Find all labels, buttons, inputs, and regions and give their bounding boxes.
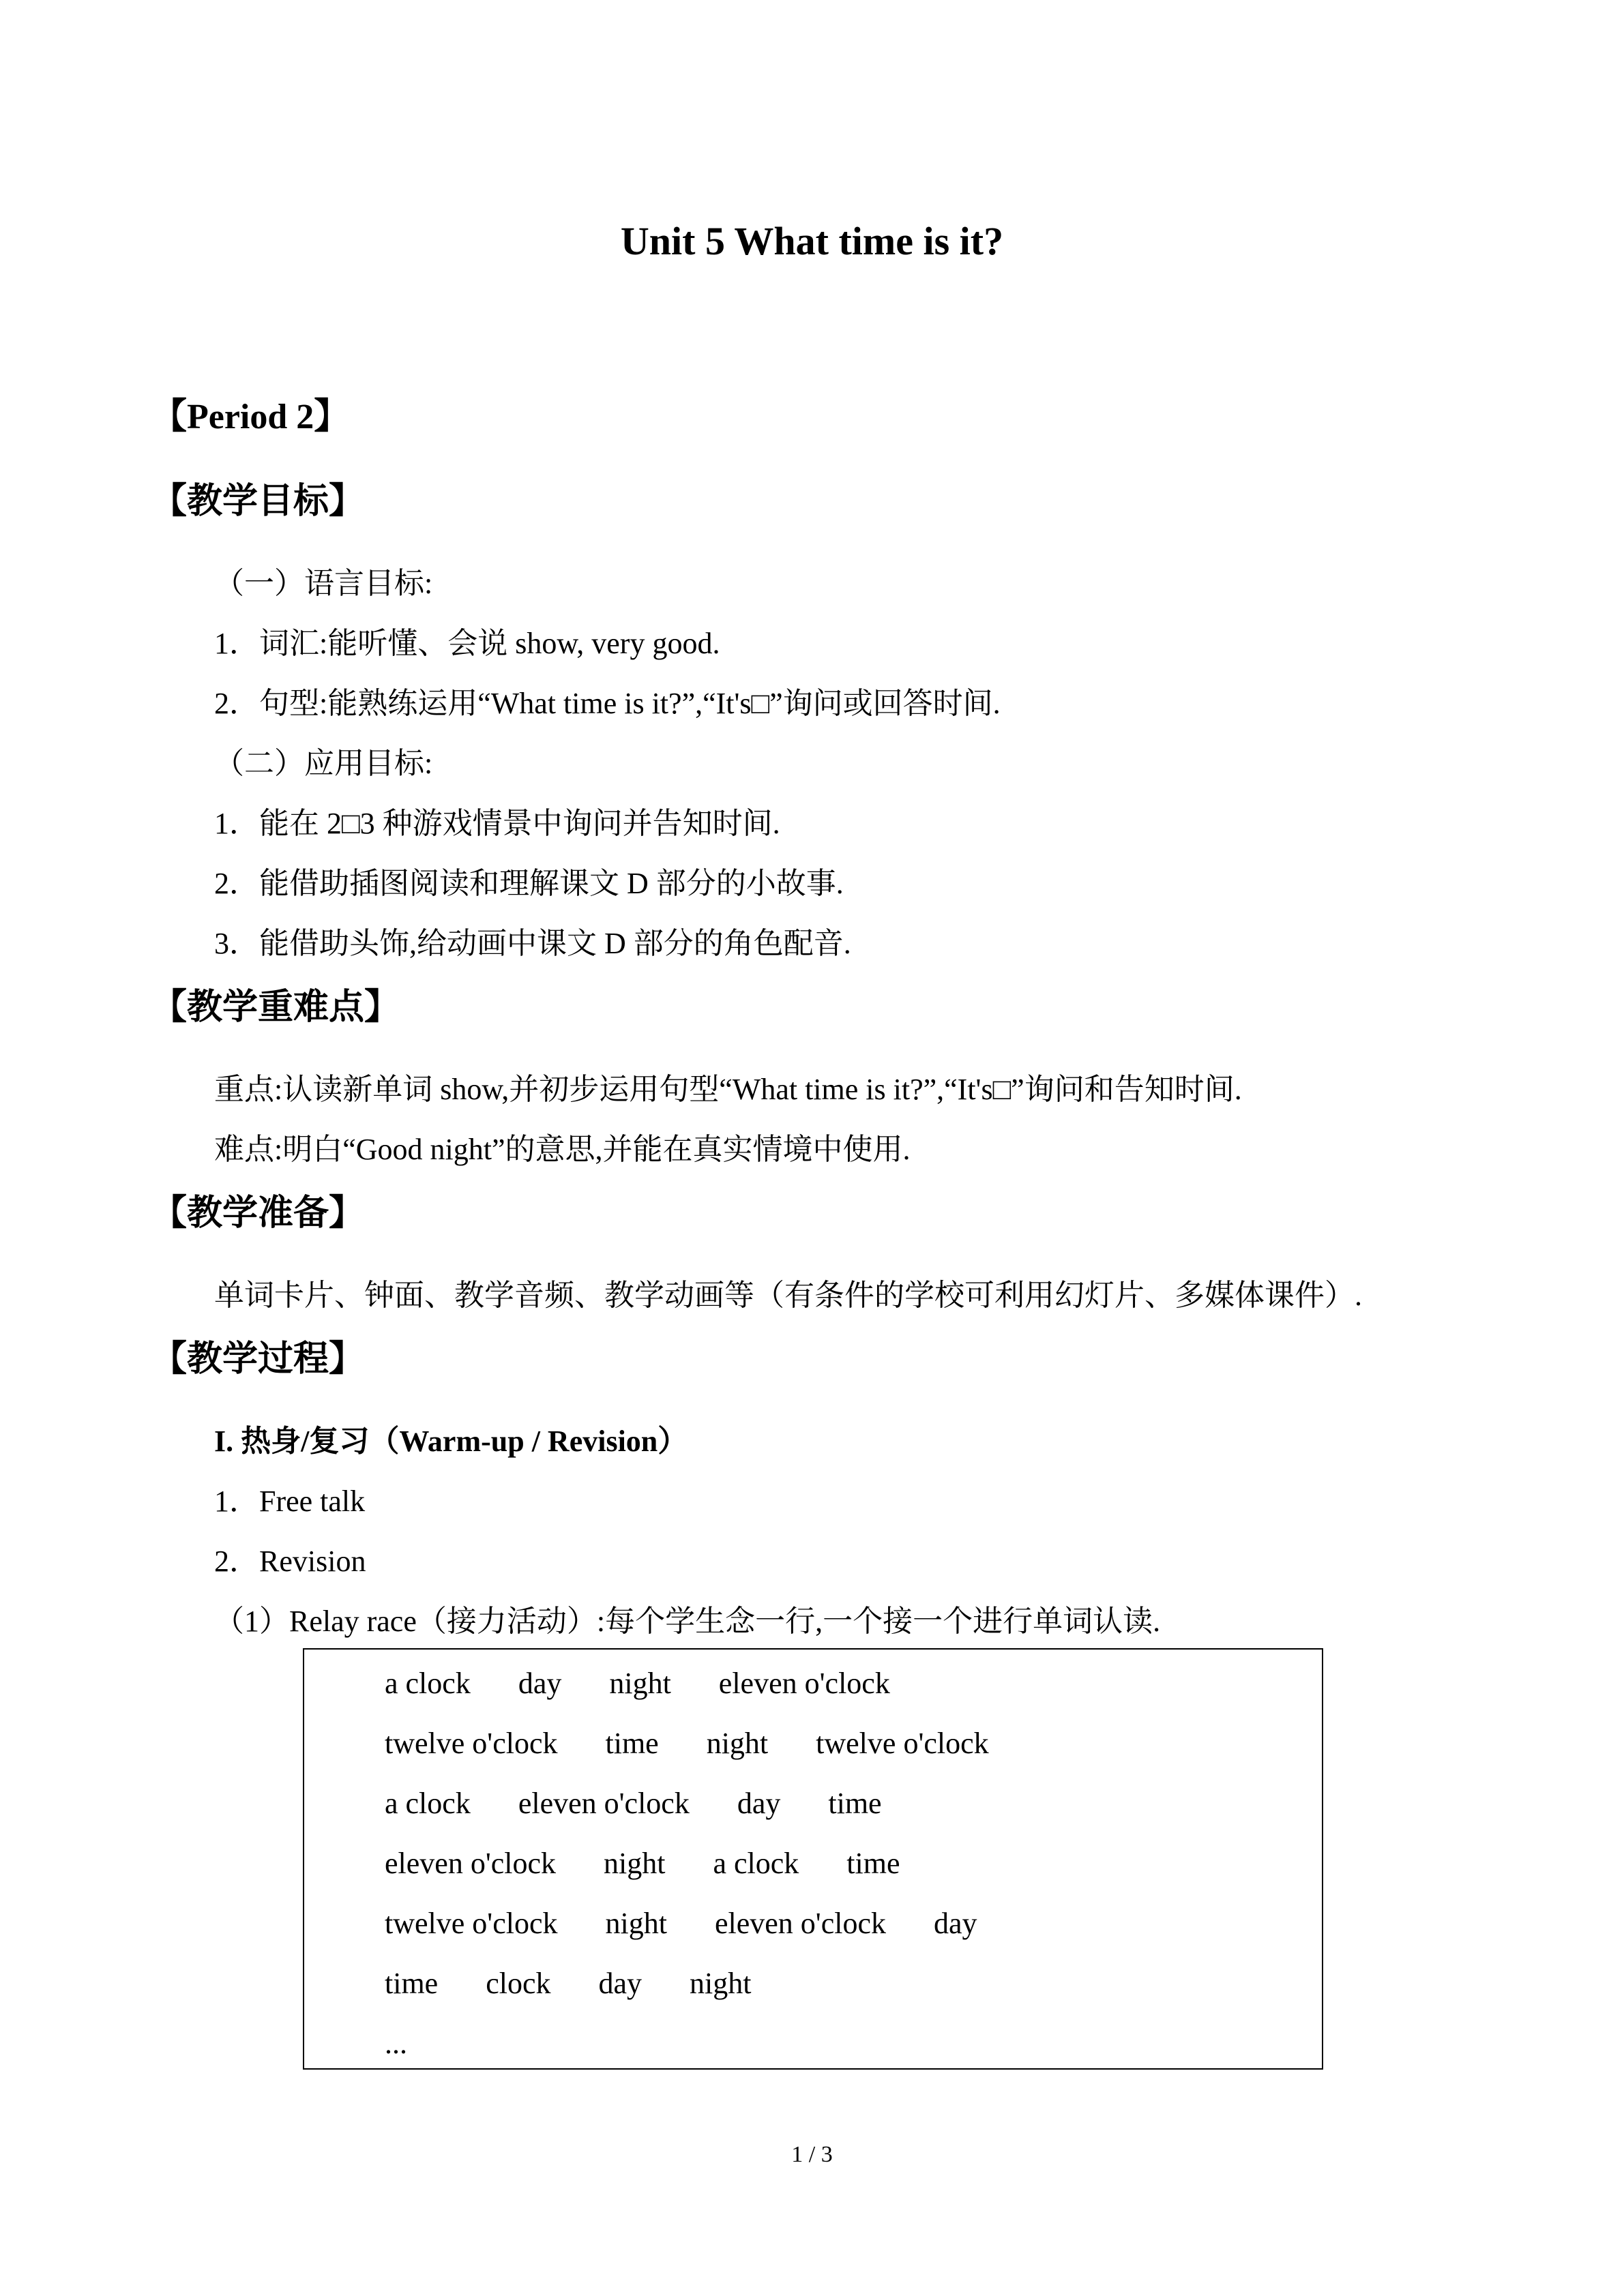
word-item: eleven o'clock: [518, 1787, 690, 1820]
word-item: night: [706, 1727, 769, 1760]
relay-race-instruction: （1）Relay race（接力活动）:每个学生念一行,一个接一个进行单词认读.: [214, 1605, 1161, 1638]
word-item: night: [605, 1907, 667, 1940]
word-row: [385, 1963, 751, 2004]
word-item: twelve o'clock: [816, 1727, 989, 1760]
word-row: [385, 1783, 882, 1824]
application-goal-item-2: 2．能借助插图阅读和理解课文 D 部分的小故事.: [214, 867, 844, 900]
word-row: [385, 1723, 989, 1764]
objectives-heading: 【教学目标】: [151, 482, 365, 521]
application-goal-item-3: 3．能借助头饰,给动画中课文 D 部分的角色配音.: [214, 927, 851, 960]
key-point-difficulty: 难点:明白“Good night”的意思,并能在真实情境中使用.: [214, 1133, 911, 1166]
warmup-section-title: I. 热身/复习（Warm-up / Revision）: [214, 1425, 688, 1458]
word-row: [385, 1843, 900, 1884]
word-item: night: [690, 1967, 752, 2000]
document-title: Unit 5 What time is it?: [620, 219, 1004, 263]
word-item: day: [737, 1787, 781, 1820]
word-item: twelve o'clock: [385, 1727, 558, 1760]
preparation-text: 单词卡片、钟面、教学音频、教学动画等（有条件的学校可利用幻灯片、多媒体课件）.: [214, 1279, 1362, 1312]
word-row: [385, 1663, 890, 1704]
word-item: night: [604, 1847, 666, 1880]
word-item: twelve o'clock: [385, 1907, 558, 1940]
word-list-ellipsis: ...: [385, 2027, 407, 2060]
application-goal-label: （二）应用目标:: [214, 747, 433, 780]
word-item: time: [385, 1967, 439, 2000]
word-item: time: [605, 1727, 659, 1760]
word-list-box: [303, 1648, 1323, 2070]
word-item: day: [598, 1967, 643, 2000]
key-point-focus: 重点:认读新单词 show,并初步运用句型“What time is it?”,“It's□”询问和告知时间.: [214, 1073, 1242, 1106]
word-item: clock: [486, 1967, 551, 2000]
word-item: night: [609, 1667, 671, 1700]
word-item: day: [518, 1667, 562, 1700]
word-item: a clock: [713, 1847, 799, 1880]
word-item: eleven o'clock: [385, 1847, 557, 1880]
process-step-1: 1．Free talk: [214, 1485, 366, 1518]
period-heading: 【Period 2】: [151, 398, 350, 436]
word-item: day: [933, 1907, 977, 1940]
language-goal-label: （一）语言目标:: [214, 567, 433, 600]
word-item: time: [828, 1787, 882, 1820]
language-goal-item-1: 1．词汇:能听懂、会说 show, very good.: [214, 627, 720, 660]
application-goal-item-1: 1．能在 2□3 种游戏情景中询问并告知时间.: [214, 807, 780, 840]
word-item: a clock: [385, 1787, 471, 1820]
key-points-heading: 【教学重难点】: [151, 988, 400, 1027]
page-number: 1 / 3: [791, 2142, 833, 2167]
word-item: time: [846, 1847, 900, 1880]
process-heading: 【教学过程】: [151, 1340, 365, 1379]
preparation-heading: 【教学准备】: [151, 1194, 365, 1233]
word-item: eleven o'clock: [718, 1667, 890, 1700]
word-row: [385, 1903, 977, 1944]
word-item: a clock: [385, 1667, 471, 1700]
language-goal-item-2: 2．句型:能熟练运用“What time is it?”,“It's□”询问或回答时间.: [214, 687, 1001, 720]
word-item: eleven o'clock: [714, 1907, 886, 1940]
process-step-2: 2．Revision: [214, 1545, 366, 1578]
